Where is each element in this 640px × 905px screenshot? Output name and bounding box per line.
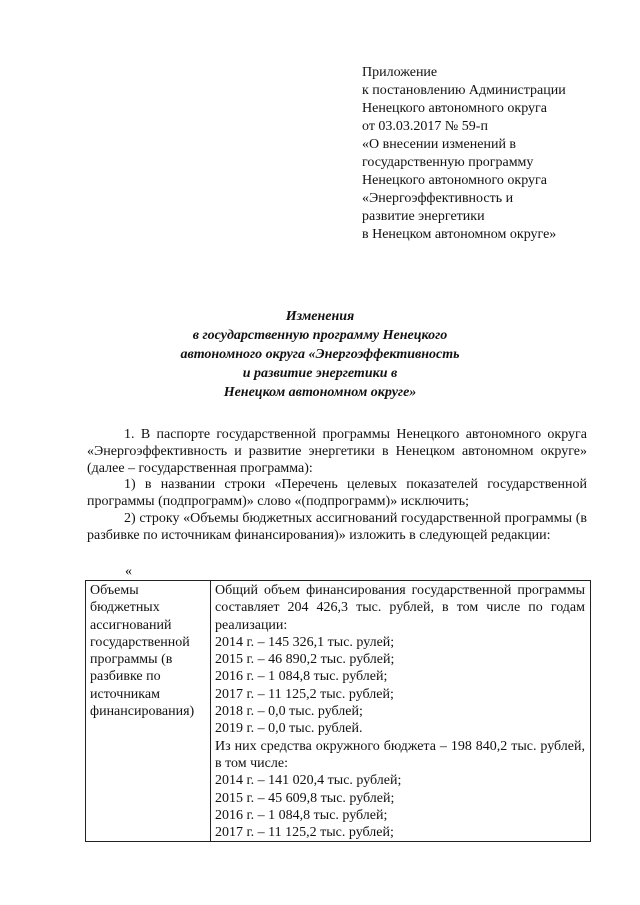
appendix-line: в Ненецком автономном округе»: [362, 227, 557, 242]
appendix-line: Ненецкого автономного округа: [362, 101, 547, 116]
table-cell-label: Объемы бюджетных ассигнований государственной программы (в разбивке по источникам финансирования): [86, 581, 211, 842]
funding-year-line: 2017 г. – 11 125,2 тыс. рублей;: [215, 686, 394, 702]
district-budget-text: Из них средства окружного бюджета – 198 840,2 тыс. рублей, в том числе:: [215, 738, 585, 771]
appendix-line: «О внесении изменений в: [362, 137, 517, 152]
document-title: [60, 307, 580, 402]
appendix-line: к постановлению Администрации: [362, 83, 566, 98]
funding-year-line: 2019 г. – 0,0 тыс. рублей.: [215, 721, 363, 737]
appendix-line: от 03.03.2017 № 59-п: [362, 119, 488, 134]
appendix-line: государственную программу: [362, 155, 534, 170]
appendix-line: Приложение: [362, 65, 438, 80]
table-row: [86, 581, 591, 842]
funding-table: [85, 580, 591, 842]
district-year-line: 2015 г. – 45 609,8 тыс. рублей;: [215, 790, 395, 806]
funding-year-line: 2015 г. – 46 890,2 тыс. рублей;: [215, 652, 395, 668]
title-line: в государственную программу Ненецкого: [192, 328, 448, 343]
paragraph-2: 1) в названии строки «Перечень целевых показателей государственной программы (подпрограмм)» слово «(подпрограмм)» исключить;: [87, 477, 587, 510]
title-line: Изменения: [285, 309, 355, 324]
district-year-line: 2016 г. – 1 084,8 тыс. рублей;: [215, 807, 388, 823]
title-line: автономного округа «Энергоэффективность: [180, 347, 460, 362]
document-body: [87, 427, 587, 545]
funding-year-line: 2014 г. – 145 326,1 тыс. рулей;: [215, 634, 395, 650]
appendix-header: [362, 64, 632, 244]
appendix-line: развитие энергетики: [362, 209, 485, 224]
opening-quote-mark: «: [125, 564, 132, 579]
funding-year-line: 2016 г. – 1 084,8 тыс. рублей;: [215, 669, 388, 685]
district-year-line: 2017 г. – 11 125,2 тыс. рублей;: [215, 825, 394, 841]
appendix-line: «Энергоэффективность и: [362, 191, 514, 206]
appendix-line: Ненецкого автономного округа: [362, 173, 547, 188]
title-line: и развитие энергетики в: [242, 366, 398, 381]
funding-total-text: Общий объем финансирования государственной программы составляет 204 426,3 тыс. рублей, в том числе по годам реализации:: [215, 583, 585, 633]
title-line: Ненецком автономном округе»: [223, 385, 417, 400]
paragraph-3: 2) строку «Объемы бюджетных ассигнований государственной программы (в разбивке по источникам финансирования)» изложить в следующей редакции:: [87, 510, 587, 543]
district-year-line: 2014 г. – 141 020,4 тыс. рублей;: [215, 773, 402, 789]
funding-year-line: 2018 г. – 0,0 тыс. рублей;: [215, 704, 363, 720]
paragraph-1: 1. В паспорте государственной программы Ненецкого автономного округа «Энергоэффективность и развитие энергетики в Ненецком автономном округе» (далее – государственная программа):: [87, 427, 587, 476]
table-cell-value: [211, 581, 591, 842]
